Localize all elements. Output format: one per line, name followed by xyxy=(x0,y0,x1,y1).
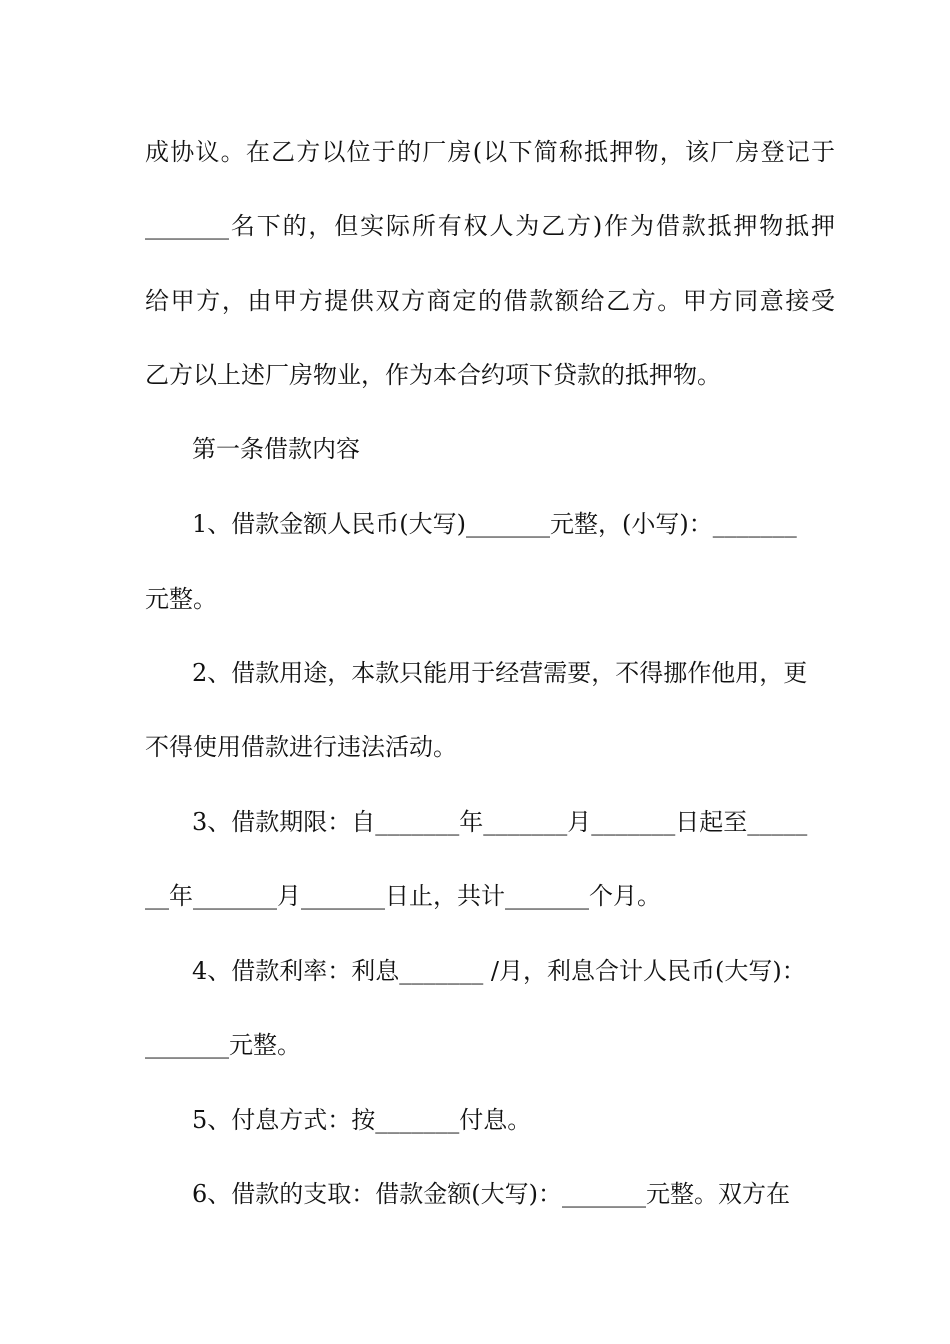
clause-line: 4、借款利率：利息_______ /月，利息合计人民币(大写)： xyxy=(192,957,806,985)
paragraph-line: 成协议。在乙方以位于的厂房(以下简称抵押物，该厂房登记于 xyxy=(145,138,835,166)
paragraph-line: 给甲方，由甲方提供双方商定的借款额给乙方。甲方同意接受 xyxy=(145,287,835,315)
paragraph-line: 乙方以上述厂房物业，作为本合约项下贷款的抵押物。 xyxy=(145,361,721,389)
clause-line: 1、借款金额人民币(大写)_______元整，(小写)：_______ xyxy=(192,510,797,538)
clause-line: 元整。 xyxy=(145,585,217,613)
clause-line: _______元整。 xyxy=(145,1031,301,1059)
clause-line: 不得使用借款进行违法活动。 xyxy=(145,733,457,761)
clause-line: 2、借款用途，本款只能用于经营需要，不得挪作他用，更 xyxy=(192,659,808,687)
paragraph-line: _______名下的，但实际所有权人为乙方)作为借款抵押物抵押 xyxy=(145,212,835,240)
section-heading: 第一条借款内容 xyxy=(192,435,360,463)
clause-line: 5、付息方式：按_______付息。 xyxy=(192,1106,532,1134)
clause-line: 6、借款的支取：借款金额(大写)：_______元整。双方在 xyxy=(192,1180,790,1208)
clause-line: __年_______月_______日止，共计_______个月。 xyxy=(145,882,661,910)
clause-line: 3、借款期限：自_______年_______月_______日起至_____ xyxy=(192,808,808,836)
